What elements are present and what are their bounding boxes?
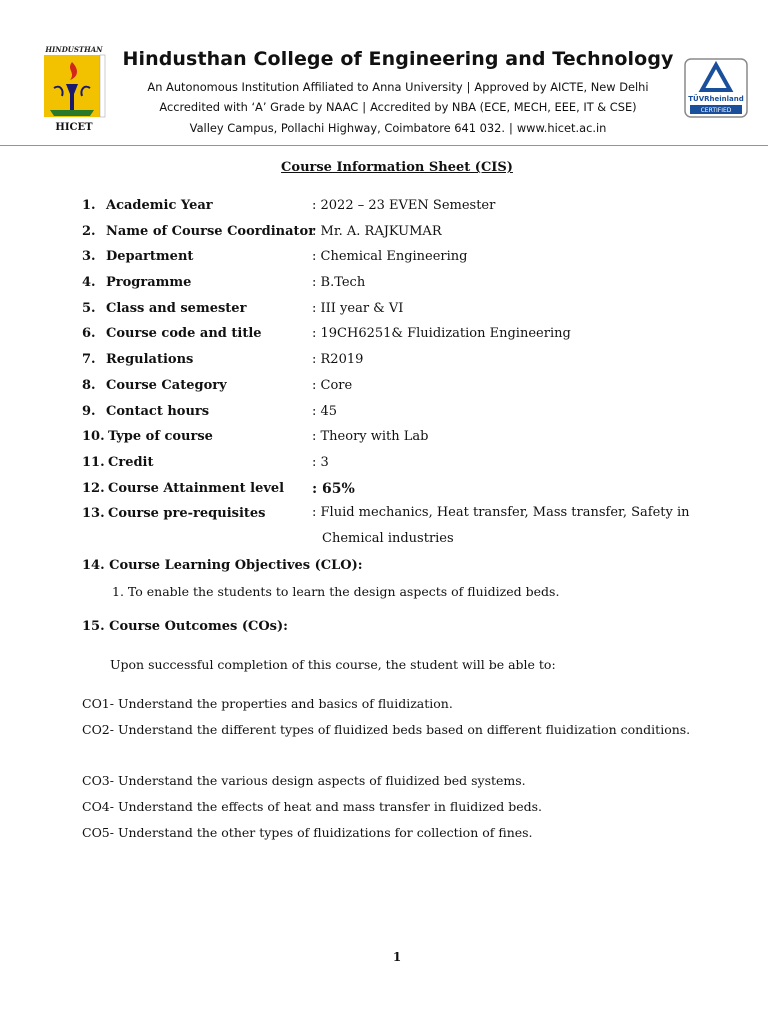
item-label: Class and semester — [106, 300, 247, 316]
item-label: Regulations — [106, 352, 194, 368]
course-outcome-4: CO4- Understand the effects of heat and mass transfer in fluidized beds. — [82, 799, 543, 814]
item-value — [312, 500, 722, 551]
nba-text: Accredited by NBA (ECE, MECH, EEE, IT & CSE) — [370, 100, 637, 114]
approval-text: Approved by AICTE, New Delhi — [474, 80, 649, 94]
info-row-course-code-title — [82, 326, 722, 352]
address-line — [108, 121, 688, 135]
item-number: 4. — [82, 275, 96, 291]
course-info-list — [82, 198, 722, 557]
logo-bottom-text: HICET — [55, 122, 93, 132]
clo-heading: 14. Course Learning Objectives (CLO): — [82, 558, 363, 573]
separator: | — [466, 80, 471, 94]
separator: | — [508, 121, 513, 135]
item-number: 8. — [82, 377, 96, 393]
item-number: 1. — [82, 198, 96, 213]
course-outcome-2: CO2- Understand the different types of fluidized beds based on different fluidization conditions. — [82, 722, 691, 737]
prerequisites-line-1: : Fluid mechanics, Heat transfer, Mass transfer, Safety in — [312, 505, 690, 521]
item-value: : Chemical Engineering — [312, 249, 468, 265]
item-value: : 2022 – 23 EVEN Semester — [312, 198, 496, 213]
affiliation-line — [108, 80, 688, 94]
separator: | — [362, 100, 367, 114]
item-number: 10. — [82, 429, 105, 445]
naac-text: Accredited with ‘A’ Grade by NAAC — [159, 100, 359, 114]
item-number: 6. — [82, 326, 96, 342]
info-row-class-semester — [82, 301, 722, 327]
item-value: : 45 — [312, 403, 338, 419]
info-row-credit — [82, 455, 722, 481]
info-row-contact-hours — [82, 404, 722, 430]
item-number: 9. — [82, 403, 96, 419]
letterhead — [0, 0, 768, 146]
course-outcome-5: CO5- Understand the other types of fluidizations for collection of fines. — [82, 825, 533, 840]
item-label: Academic Year — [106, 198, 213, 213]
hicet-logo-icon — [40, 44, 108, 132]
item-label: Name of Course Coordinator — [106, 223, 316, 239]
logo-top-text: HINDUSTHAN — [45, 45, 103, 54]
info-row-course-coordinator — [82, 224, 722, 250]
item-value: : 3 — [312, 454, 329, 470]
item-label: Programme — [106, 275, 192, 291]
item-number: 12. — [82, 480, 105, 496]
item-number: 13. — [82, 506, 105, 522]
item-number: 11. — [82, 454, 105, 470]
tuv-certified-icon — [684, 58, 748, 118]
item-number: 7. — [82, 352, 96, 368]
item-number: 5. — [82, 300, 96, 316]
course-outcome-3: CO3- Understand the various design aspects of fluidized bed systems. — [82, 773, 526, 788]
address-text: Valley Campus, Pollachi Highway, Coimbatore 641 032. — [189, 121, 505, 135]
item-value: : Core — [312, 377, 353, 393]
item-label: Contact hours — [106, 403, 210, 419]
info-row-academic-year — [82, 198, 722, 224]
info-row-prerequisites — [82, 506, 722, 557]
info-row-course-category — [82, 378, 722, 404]
co-heading: 15. Course Outcomes (COs): — [82, 619, 288, 634]
info-row-regulations — [82, 352, 722, 378]
item-value: : III year & VI — [312, 300, 404, 316]
item-value: : 65% — [312, 480, 355, 497]
page-number: 1 — [392, 950, 402, 964]
accreditation-line — [108, 100, 688, 114]
item-label: Department — [106, 249, 194, 265]
website-link[interactable]: www.hicet.ac.in — [516, 121, 607, 135]
item-value: : 19CH6251& Fluidization Engineering — [312, 326, 571, 342]
info-row-type-of-course — [82, 429, 722, 455]
item-label: Course pre-requisites — [108, 506, 266, 522]
info-row-programme — [82, 275, 722, 301]
item-value: : B.Tech — [312, 275, 366, 291]
affiliation-text: An Autonomous Institution Affiliated to Anna University — [147, 80, 463, 94]
item-label: Type of course — [108, 429, 213, 445]
item-label: Course code and title — [106, 326, 262, 342]
item-label: Credit — [108, 454, 154, 470]
item-value: : Mr. A. RAJKUMAR — [312, 223, 442, 239]
item-label: Course Attainment level — [108, 480, 285, 496]
header-divider — [0, 145, 768, 146]
clo-item: 1. To enable the students to learn the design aspects of fluidized beds. — [112, 584, 560, 599]
tuv-brand-text: TÜVRheinland — [688, 95, 744, 103]
co-intro: Upon successful completion of this course, the student will be able to: — [110, 657, 556, 672]
item-label: Course Category — [106, 377, 227, 393]
course-outcome-1: CO1- Understand the properties and basics of fluidization. — [82, 696, 453, 711]
item-value: : R2019 — [312, 352, 364, 368]
item-number: 3. — [82, 249, 96, 265]
college-name: Hindusthan College of Engineering and Technology — [122, 48, 674, 70]
tuv-certified-text: CERTIFIED — [700, 107, 732, 114]
document-title: Course Information Sheet (CIS) — [281, 160, 513, 175]
info-row-department — [82, 249, 722, 275]
item-number: 2. — [82, 223, 96, 239]
item-value: : Theory with Lab — [312, 429, 429, 445]
prerequisites-line-2: Chemical industries — [322, 530, 454, 546]
